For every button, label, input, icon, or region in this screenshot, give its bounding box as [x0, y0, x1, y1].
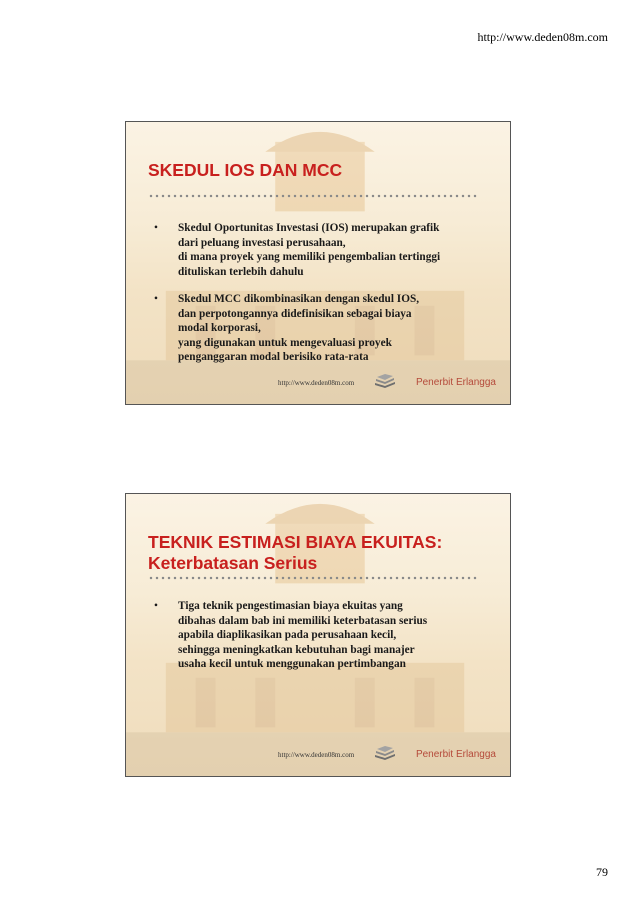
books-icon	[374, 745, 396, 761]
publisher-label: Penerbit Erlangga	[415, 377, 496, 388]
books-icon	[374, 373, 396, 389]
footer-url: http://www.deden08m.com	[278, 379, 355, 387]
slide-2	[125, 493, 511, 777]
dotted-divider	[148, 194, 478, 198]
bullet-list	[148, 599, 492, 685]
bullet-icon: •	[154, 222, 158, 234]
bullet-item	[148, 221, 492, 279]
bullet-text: Tiga teknik pengestimasian biaya ekuitas yang dibahas dalam bab ini memiliki keterbatasan serius apabila diaplikasikan pada perusahaan kecil, sehingga meningkatkan kebutuhan bagi manajer usaha kecil untuk menggunakan pertimbangan	[178, 600, 428, 670]
bullet-icon: •	[154, 600, 158, 612]
bullet-text: Skedul MCC dikombinasikan dengan skedul IOS, dan perpotongannya didefinisikan sebagai biaya modal korporasi, yang digunakan untuk mengevaluasi proyek penganggaran modal berisiko rata-rata	[178, 293, 420, 363]
bullet-text: Skedul Oportunitas Investasi (IOS) merupakan grafik dari peluang investasi perusahaan, di mana proyek yang memiliki pengembalian tertinggi dituliskan terlebih dahulu	[178, 222, 441, 278]
slide-footer	[126, 368, 510, 390]
slide-footer	[126, 740, 510, 762]
bullet-item	[148, 292, 492, 365]
header-url: http://www.deden08m.com	[477, 30, 608, 44]
dotted-divider	[148, 576, 478, 580]
footer-url: http://www.deden08m.com	[278, 751, 355, 759]
slide-title: SKEDUL IOS DAN MCC	[148, 160, 343, 180]
bullet-list	[148, 221, 492, 378]
slide-title: TEKNIK ESTIMASI BIAYA EKUITAS: Keterbatasan Serius	[148, 532, 443, 573]
slide-1	[125, 121, 511, 405]
bullet-item	[148, 599, 492, 672]
publisher-label: Penerbit Erlangga	[415, 749, 496, 760]
bullet-icon: •	[154, 293, 158, 305]
page-number: 79	[596, 865, 608, 879]
